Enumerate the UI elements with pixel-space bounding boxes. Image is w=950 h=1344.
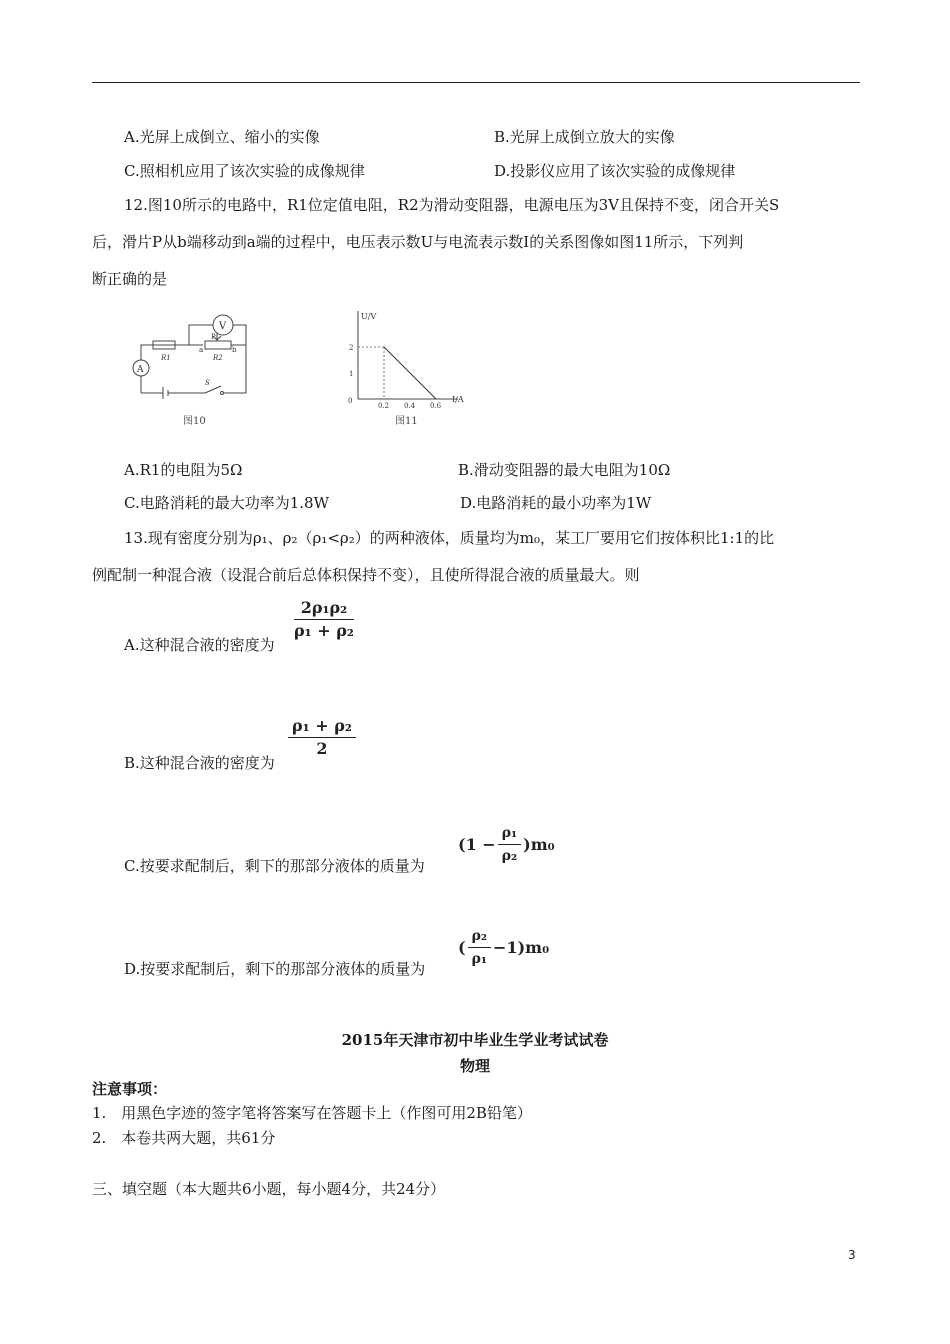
exam-subject: 物理	[459, 1057, 490, 1075]
notice-item-1: 1. 用黑色字迹的签字笔将答案写在答题卡上（作图可用2B铅笔）	[92, 1104, 532, 1122]
q12-option-d: D.电路消耗的最小功率为1W	[460, 494, 652, 512]
notice-item-2: 2. 本卷共两大题，共61分	[92, 1129, 276, 1147]
figure-10-circuit	[125, 305, 260, 430]
svg-text:V: V	[219, 321, 227, 332]
y-tick-label: 2	[349, 344, 354, 352]
q11-option-b: B.光屏上成倒立放大的实像	[494, 128, 675, 146]
notice-heading: 注意事项：	[92, 1080, 168, 1098]
header-rule	[92, 82, 860, 83]
figure-10-caption: 图10	[183, 416, 206, 427]
y-axis-label: U/V	[361, 312, 377, 321]
formula-a: $\frac{\text{2ρ₁ρ₂}}{\text{ρ₁ + ρ₂}}$	[294, 598, 354, 640]
q12-option-c: C.电路消耗的最大功率为1.8W	[124, 494, 329, 512]
u-i-line	[384, 347, 436, 399]
x-tick-label: 0.6	[430, 402, 442, 410]
svg-text:a: a	[199, 346, 204, 354]
x-tick-label: 0.2	[378, 402, 390, 410]
formula-b: $\frac{\text{ρ₁ + ρ₂}}{2}$	[288, 715, 356, 760]
formula-d: ( $\frac{\text{ρ₂}}{\text{ρ₁}}$ −1)m₀	[458, 925, 549, 970]
exam-title: 2015年天津市初中毕业生学业考试试卷	[341, 1031, 609, 1049]
q13-option-d: D.按要求配制后，剩下的那部分液体的质量为	[124, 960, 426, 978]
svg-text:A: A	[137, 365, 144, 375]
q13-option-a: A.这种混合液的密度为	[124, 636, 275, 654]
q11-option-c: C.照相机应用了该次实验的成像规律	[124, 162, 365, 180]
q12-option-a: A.R1的电阻为5Ω	[124, 461, 243, 479]
svg-text:R1: R1	[161, 354, 171, 362]
page-number: 3	[848, 1248, 856, 1262]
svg-text:P: P	[211, 333, 216, 341]
x-tick-label: 0.4	[404, 402, 416, 410]
q11-option-d: D.投影仪应用了该次实验的成像规律	[494, 162, 736, 180]
q12-option-b: B.滑动变阻器的最大电阻为10Ω	[458, 461, 671, 479]
y-tick-label: 1	[349, 370, 354, 378]
q11-option-a: A.光屏上成倒立、缩小的实像	[124, 128, 320, 146]
svg-text:R2: R2	[213, 354, 223, 362]
section-3-heading: 三、填空题（本大题共6小题，每小题4分，共24分）	[92, 1180, 446, 1198]
figure-11-graph	[340, 305, 480, 430]
resistor-r2	[205, 341, 231, 349]
q12-stem-line2: 后，滑片P从b端移动到a端的过程中，电压表示数U与电流表示数I的关系图像如图11所示，下列判	[92, 233, 744, 251]
q13-stem-line1: 13.现有密度分别为ρ₁、ρ₂（ρ₁<ρ₂）的两种液体，质量均为m₀，某工厂要用它们按体积比1:1的比	[124, 529, 775, 547]
x-axis-label: I/A	[452, 395, 464, 404]
svg-text:S: S	[205, 379, 210, 387]
q12-stem-line3: 断正确的是	[92, 270, 168, 288]
origin-label: 0	[348, 397, 353, 405]
q13-stem-line2: 例配制一种混合液（设混合前后总体积保持不变），且使所得混合液的质量最大。则	[92, 566, 640, 584]
q12-stem-line1: 12.图10所示的电路中，R1位定值电阻，R2为滑动变阻器，电源电压为3V且保持不变，闭合开关S	[124, 196, 780, 214]
q13-option-c: C.按要求配制后，剩下的那部分液体的质量为	[124, 857, 425, 875]
svg-text:b: b	[232, 346, 237, 354]
q13-option-b: B.这种混合液的密度为	[124, 754, 275, 772]
figure-11-caption: 图11	[395, 416, 418, 427]
formula-c: (1 − $\frac{\text{ρ₁}}{\text{ρ₂}}$ )m₀	[458, 822, 555, 867]
